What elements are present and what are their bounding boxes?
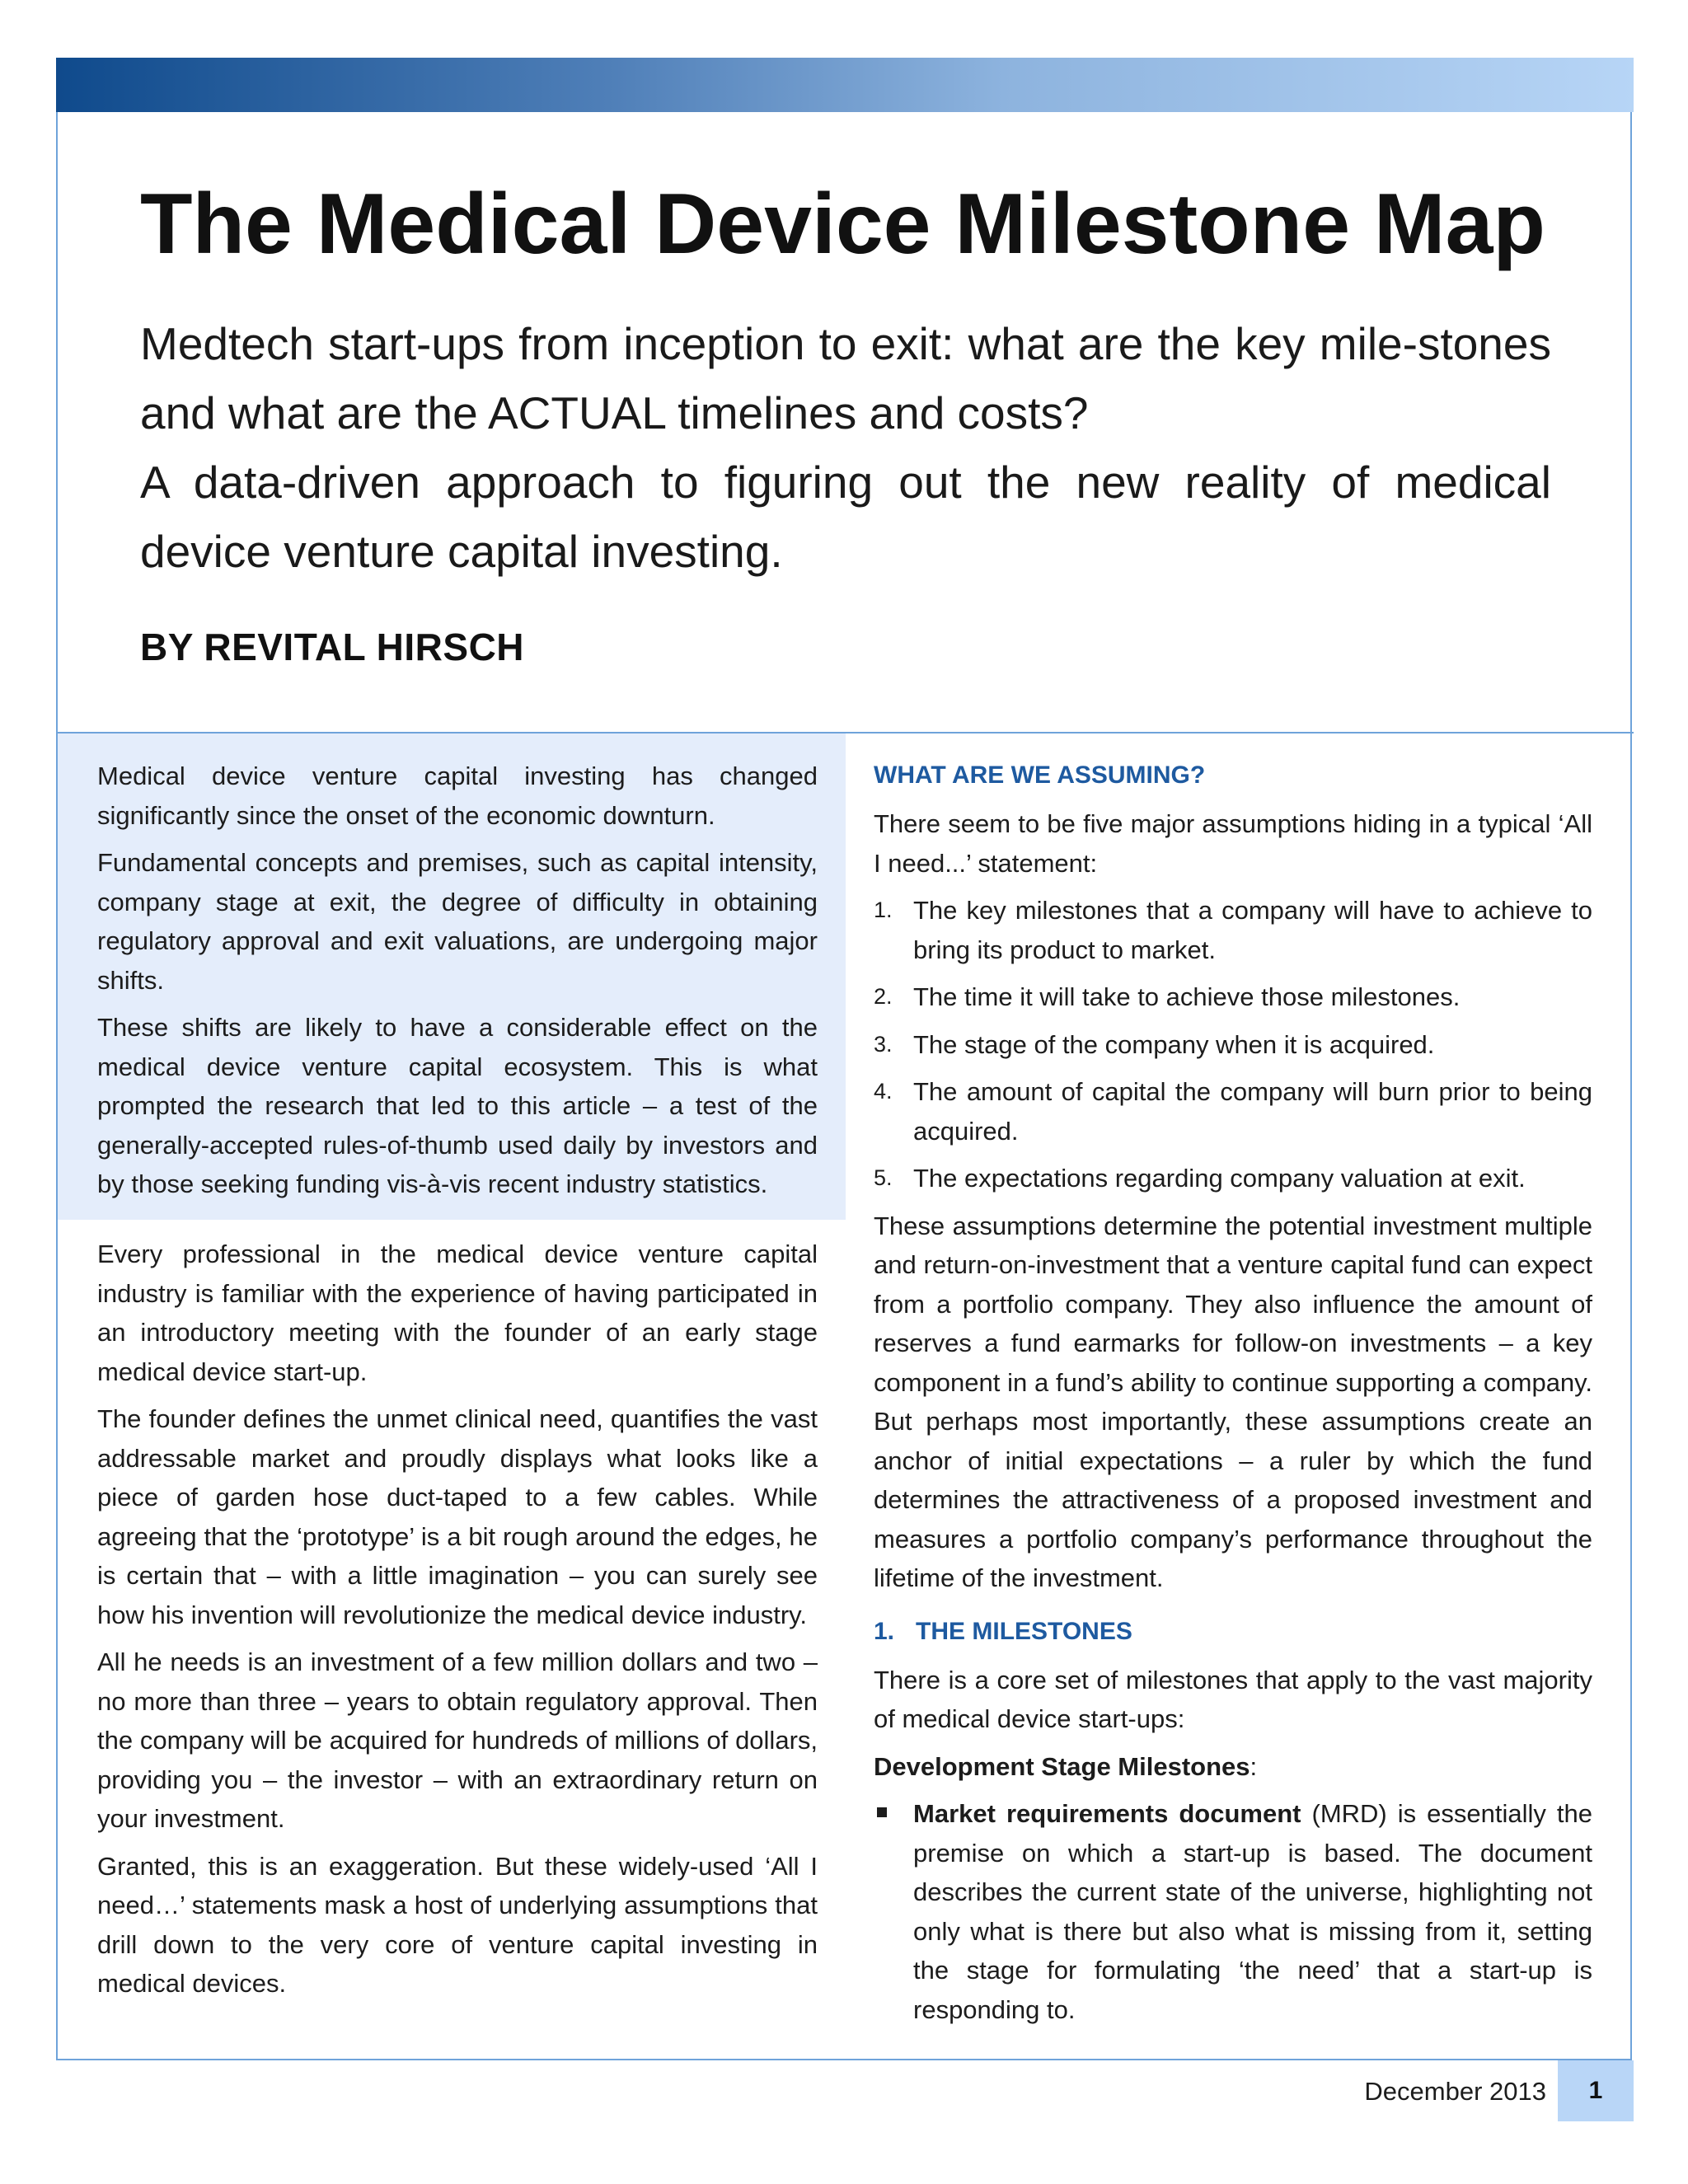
body-paragraph: All he needs is an investment of a few million dollars and two – no more than three – years to obtain regulatory approval. Then the company will be acquired for hundreds of millions of dollars, providing you – the investor – with an extraordinary return on your investment. <box>97 1647 818 1833</box>
assumptions-list <box>874 891 1592 1198</box>
author-byline: BY REVITAL HIRSCH <box>140 626 525 668</box>
subtitle-line-2: A data-driven approach to figuring out the new reality of medical device venture capital investing. <box>140 457 1551 577</box>
body-paragraph: Every professional in the medical device venture capital industry is familiar with the experience of having participated in an introductory meeting with the founder of an early stage medical device start-up. <box>97 1240 818 1386</box>
section-number: 1. <box>874 1617 895 1645</box>
bullet-item-mrd <box>874 1794 1592 2029</box>
bullet-bold-term: Market requirements document <box>913 1799 1301 1828</box>
list-item-text: The amount of capital the company will burn prior to being acquired. <box>913 1077 1592 1146</box>
list-item-text: The time it will take to achieve those milestones. <box>913 982 1461 1011</box>
section-title: THE MILESTONES <box>916 1617 1132 1645</box>
body-paragraph: The founder defines the unmet clinical need, quantifies the vast addressable market and proudly displays what looks like a piece of garden hose duct-taped to a few cables. While agreeing that the ‘prototype’ is a bit rough around the edges, he is certain that – with a little imagination – you can surely see how his invention will revolutionize the medical device industry. <box>97 1404 818 1629</box>
subsection-label-colon: : <box>1250 1751 1258 1781</box>
intro-paragraph: Fundamental concepts and premises, such as capital intensity, company stage at exit, the degree of difficulty in obtaining regulatory approval and exit valuations, are undergoing major shifts. <box>97 848 818 995</box>
section-heading-assuming: WHAT ARE WE ASSUMING? <box>874 762 1206 789</box>
list-number: 5. <box>874 1165 893 1190</box>
page-number: 1 <box>1588 2077 1603 2104</box>
section-heading-milestones <box>874 1613 1592 1651</box>
body-paragraph: There is a core set of milestones that apply to the vast majority of medical device start-ups: <box>874 1665 1592 1733</box>
intro-text <box>97 757 818 1212</box>
subtitle-line-1: Medtech start-ups from inception to exit: what are the key mile-stones and what are the ACTUAL timelines and costs? <box>140 318 1551 438</box>
bullet-text: (MRD) is essentially the premise on which a start-up is based. The document describes the current state of the universe, highlighting not only what is there but also what is missing from it, setting the stage for formulating ‘the need’ that a start-up is responding to. <box>913 1799 1593 2024</box>
list-item <box>874 1025 1592 1065</box>
page-title: The Medical Device Milestone Map <box>140 176 1545 272</box>
page-number-box <box>1558 2060 1634 2121</box>
square-bullet-icon <box>877 1807 887 1817</box>
list-number: 3. <box>874 1031 893 1057</box>
footer-date: December 2013 <box>1364 2077 1546 2106</box>
list-item-text: The key milestones that a company will have to achieve to bring its product to market. <box>913 896 1592 964</box>
list-item <box>874 977 1592 1017</box>
list-number: 2. <box>874 984 893 1009</box>
subsection-label <box>874 1747 1592 1787</box>
left-column-body <box>97 1235 818 2012</box>
list-number: 4. <box>874 1079 893 1104</box>
list-number: 1. <box>874 898 893 922</box>
body-paragraph: These assumptions determine the potential investment multiple and return-on-investment that a venture capital fund can expect from a portfolio company. They also influence the amount of reserves a fund earmarks for follow-on investments – a key component in a fund’s ability to continue supporting a company. But perhaps most importantly, these assumptions create an anchor of initial expectations – a ruler by which the fund determines the attractiveness of a proposed investment and measures a portfolio company’s performance throughout the lifetime of the investment. <box>874 1211 1592 1592</box>
list-item-text: The stage of the company when it is acquired. <box>913 1029 1435 1059</box>
subsection-label-text: Development Stage Milestones <box>874 1751 1250 1781</box>
header-gradient-band <box>56 58 1634 112</box>
body-paragraph: Granted, this is an exaggeration. But these widely-used ‘All I need…’ statements mask a host of underlying assumptions that drill down to the very core of venture capital investing in medical devices. <box>97 1851 818 1998</box>
list-item-text: The expectations regarding company valuation at exit. <box>913 1164 1526 1193</box>
subtitle <box>140 309 1551 586</box>
right-column-body <box>874 757 1592 2029</box>
list-item <box>874 1159 1592 1198</box>
list-item <box>874 1072 1592 1151</box>
intro-paragraph: These shifts are likely to have a considerable effect on the medical device venture capital ecosystem. This is what prompted the research that led to this article – a test of the generally-accepted rules-of-thumb used daily by investors and by those seeking funding vis-à-vis recent industry statistics. <box>97 1013 818 1198</box>
intro-paragraph: Medical device venture capital investing has changed significantly since the onset of the economic downturn. <box>97 762 818 830</box>
list-item <box>874 891 1592 969</box>
body-paragraph: There seem to be five major assumptions hiding in a typical ‘All I need...’ statement: <box>874 809 1592 878</box>
